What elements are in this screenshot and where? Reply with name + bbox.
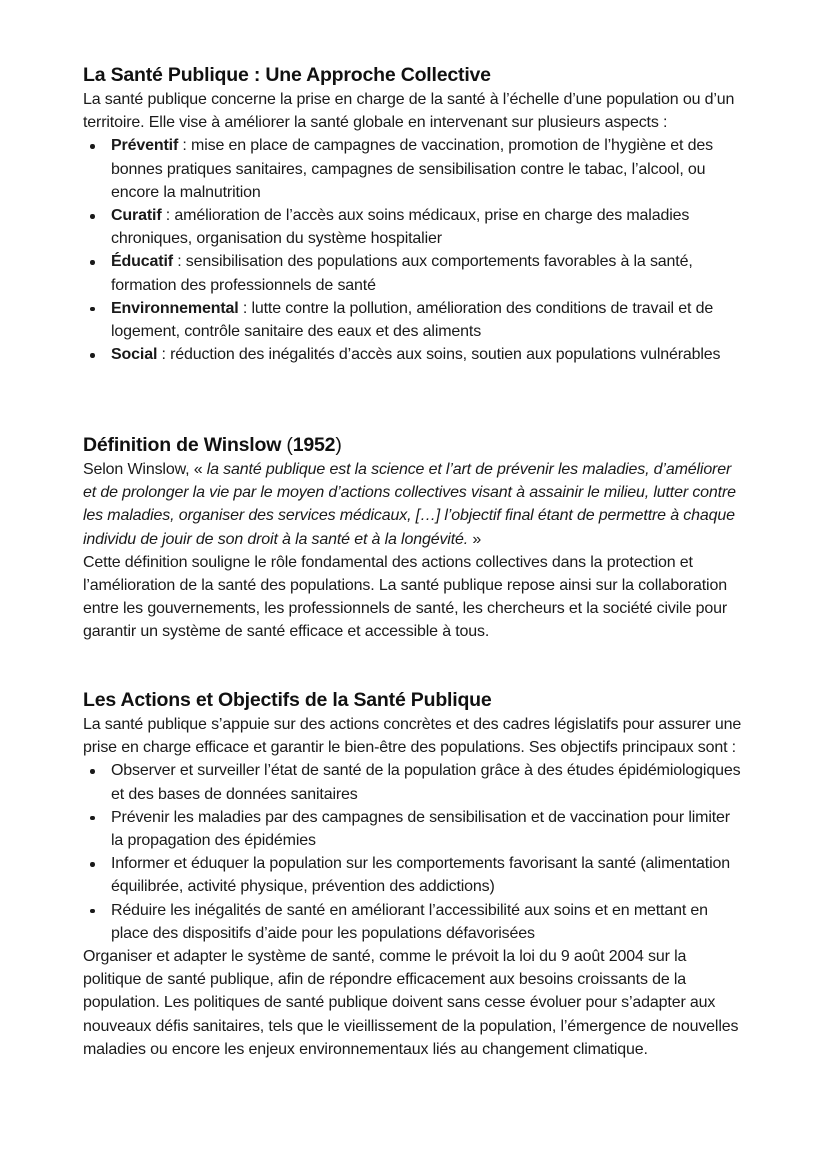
objectives-list <box>83 759 743 945</box>
term-label: Environnemental <box>111 299 239 317</box>
term-description: : lutte contre la pollution, amélioration des conditions de travail et de logement, contrôle sanitaire des eaux et des aliments <box>111 299 714 341</box>
term-label: Préventif <box>111 137 179 155</box>
list-item: Observer et surveiller l’état de santé de la population grâce à des études épidémiologiques et des bases de données sanitaires <box>111 759 743 805</box>
section-collective-approach <box>83 62 743 366</box>
quote-text: la santé publique est la science et l’art de prévenir les maladies, d’améliorer et de prolonger la vie par le moyen d’actions collectives visant à assainir le milieu, lutter contre les maladies, organiser des services médicaux, […] l’objectif final étant de permettre à chaque individu de jouir de son droit à la santé et à la longévité. <box>83 461 736 548</box>
list-item-social <box>111 343 743 366</box>
aspects-list <box>83 134 743 366</box>
section-body: Cette définition souligne le rôle fondamental des actions collectives dans la protection et l’amélioration de la santé des populations. La santé publique repose ainsi sur la collaboration entre les gouvernements, les professionnels de santé, les chercheurs et la société civile pour garantir un système de santé efficace et accessible à tous. <box>83 553 728 641</box>
section-title: Les Actions et Objectifs de la Santé Publique <box>83 689 492 711</box>
term-description: : sensibilisation des populations aux comportements favorables à la santé, formation des professionnels de santé <box>111 253 693 294</box>
term-description: : amélioration de l’accès aux soins médicaux, prise en charge des maladies chroniques, organisation du système hospitalier <box>111 207 690 248</box>
term-label: Social <box>111 346 158 364</box>
list-item: Prévenir les maladies par des campagnes de sensibilisation et de vaccination pour limiter la propagation des épidémies <box>111 806 743 852</box>
title-main: Définition de Winslow <box>83 434 287 456</box>
section-intro: La santé publique concerne la prise en charge de la santé à l’échelle d’une population ou d’un territoire. Elle vise à améliorer la santé globale en intervenant sur plusieurs aspects : <box>83 91 735 132</box>
section-winslow-definition <box>83 432 743 644</box>
list-item: Informer et éduquer la population sur les comportements favorisant la santé (alimentation équilibrée, activité physique, prévention des addictions) <box>111 852 743 898</box>
list-item-curatif <box>111 204 743 250</box>
section-intro: La santé publique s’appuie sur des actions concrètes et des cadres législatifs pour assurer une prise en charge efficace et garantir le bien-être des populations. Ses objectifs principaux sont : <box>83 716 742 757</box>
title-paren-close: ) <box>335 434 342 456</box>
term-description: : réduction des inégalités d’accès aux soins, soutien aux populations vulnérables <box>157 346 721 364</box>
section-actions-objectives <box>83 687 743 1061</box>
title-year: 1952 <box>292 434 336 456</box>
title-paren-open: ( <box>286 434 293 456</box>
closing-paragraph: Organiser et adapter le système de santé, comme le prévoit la loi du 9 août 2004 sur la politique de santé publique, afin de répondre efficacement aux besoins croissants de la population. Les politiques de santé publique doivent sans cesse évoluer pour s’adapter aux nouveaux défis sanitaires, tels que le vieillissement de la population, l’émergence de nouvelles maladies ou encore les enjeux environnementaux liés au changement climatique. <box>83 948 739 1058</box>
section-title: La Santé Publique : Une Approche Collective <box>83 64 491 86</box>
winslow-quote-paragraph <box>83 458 743 551</box>
term-label: Éducatif <box>111 253 173 271</box>
section-title <box>83 432 743 458</box>
list-item-preventif <box>111 134 743 204</box>
list-item-environnemental <box>111 297 743 343</box>
list-item: Réduire les inégalités de santé en améliorant l’accessibilité aux soins et en mettant en place des dispositifs d’aide pour les populations défavorisées <box>111 899 743 945</box>
list-item-educatif <box>111 250 743 296</box>
quote-close: » <box>468 530 482 548</box>
term-label: Curatif <box>111 207 162 225</box>
term-description: : mise en place de campagnes de vaccination, promotion de l’hygiène et des bonnes pratiques sanitaires, campagnes de sensibilisation contre le tabac, l’alcool, ou encore la malnutrition <box>111 137 713 201</box>
quote-lead: Selon Winslow, « <box>83 461 207 478</box>
